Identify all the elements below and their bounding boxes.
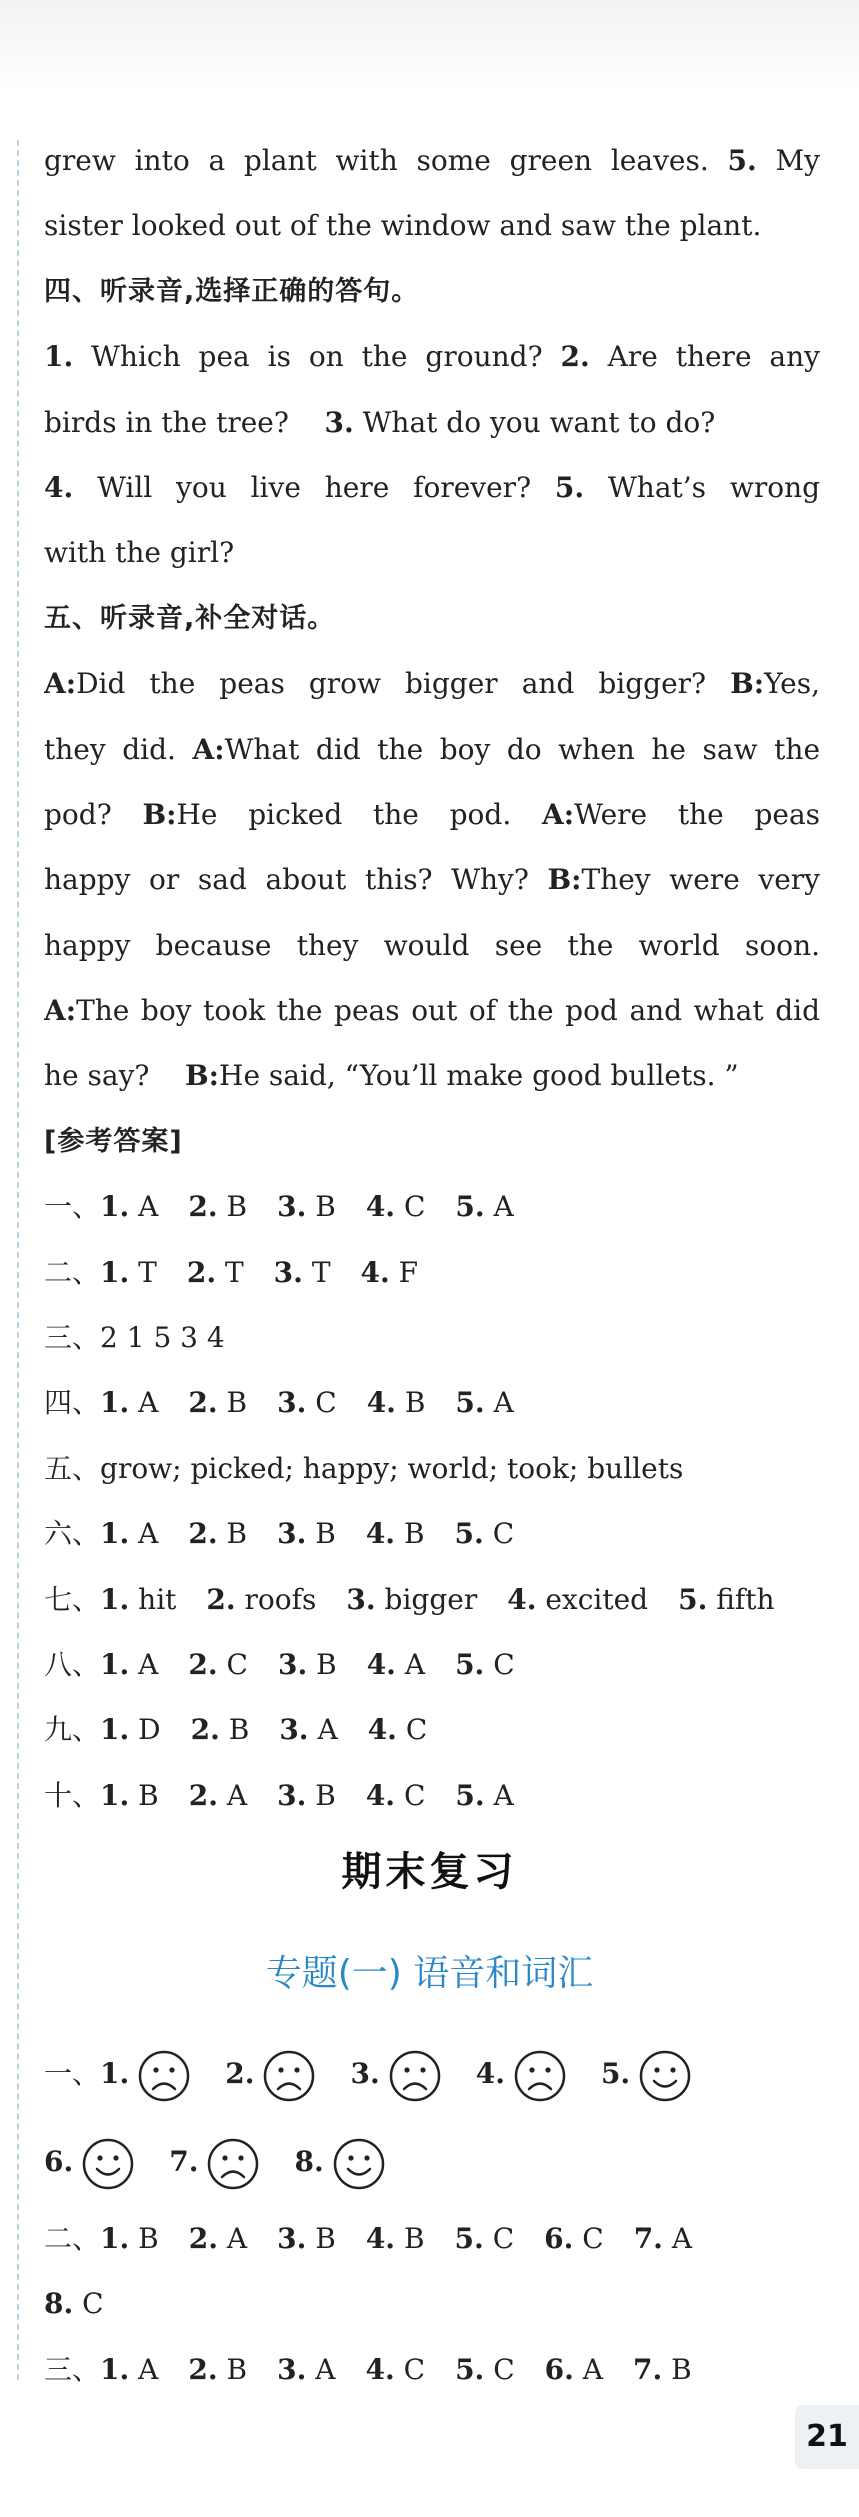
item-answer: C — [405, 1713, 428, 1747]
item-number: 2. — [188, 1778, 218, 1812]
smiley-face-icon — [81, 2137, 135, 2191]
answer-item — [455, 1517, 515, 1550]
answer-item — [277, 1779, 336, 1812]
item-number: 6. — [44, 2145, 74, 2178]
answer-item — [191, 1713, 250, 1746]
answer-item — [100, 2222, 159, 2255]
answer-item — [346, 1583, 477, 1616]
answer-item — [100, 1517, 158, 1550]
text-line: happy or sad about this? Why? B:They were very — [44, 863, 820, 897]
item-number: 4. — [365, 1778, 396, 1812]
item-number: 3. — [277, 1647, 308, 1681]
answer-item — [455, 1386, 513, 1419]
item-answer: A — [226, 2222, 248, 2255]
final-review-answers — [44, 2030, 820, 2402]
answer-item — [277, 2353, 335, 2386]
item-answer: B — [228, 1713, 250, 1747]
item-answer: C — [493, 2352, 515, 2386]
item-number: 5. — [454, 2222, 484, 2255]
smiley-face-icon — [638, 2049, 692, 2103]
item-answer: C — [226, 1647, 248, 1681]
answer-item — [44, 2287, 104, 2320]
item-number: 2. — [188, 2352, 218, 2386]
answer-row — [44, 1370, 820, 1435]
item-number: 3. — [277, 1778, 307, 1812]
answer-item — [277, 1517, 336, 1550]
item-answer: A — [671, 2222, 693, 2255]
answer-item — [367, 1386, 426, 1419]
item-answer: B — [404, 1386, 426, 1420]
answer-item — [367, 1648, 425, 1681]
item-number: 1. — [100, 1517, 130, 1551]
final-review-title: 期末复习 — [341, 1849, 518, 1895]
item-answer: F — [398, 1255, 419, 1289]
item-number: 3. — [277, 2352, 307, 2386]
answer-section-number: 三、 — [44, 1321, 101, 1355]
item-answer: B — [226, 1386, 248, 1420]
item-number: 3. — [350, 2057, 380, 2090]
item-answer: B — [138, 1778, 159, 1812]
lower-answer-list — [44, 2206, 820, 2402]
item-number: 5. — [455, 1778, 485, 1812]
face-row — [44, 2030, 820, 2118]
answer-item — [278, 1648, 337, 1681]
answer-section-number: 七、 — [44, 1582, 101, 1616]
answer-row — [44, 1240, 820, 1305]
item-answer: hit — [138, 1582, 177, 1616]
item-number: 4. — [360, 1255, 390, 1289]
item-number: 4. — [365, 1517, 396, 1551]
answer-item — [366, 2222, 425, 2255]
item-number: 3. — [277, 2222, 307, 2255]
answer-row — [44, 1174, 820, 1239]
section-4-title: 四、听录音,选择正确的答句。 — [44, 275, 420, 307]
item-answer: B — [315, 1517, 336, 1551]
item-answer: A — [226, 1778, 248, 1812]
answer-item — [206, 1583, 316, 1616]
answer-row — [44, 1305, 820, 1370]
item-answer: C — [82, 2287, 104, 2321]
item-answer: roofs — [244, 1582, 317, 1616]
item-answer: B — [671, 2352, 692, 2386]
item-number: 1. — [100, 1255, 130, 1289]
item-answer: B — [226, 1517, 248, 1551]
text-line: A:The boy took the peas out of the pod and what did — [44, 994, 820, 1028]
answer-row — [44, 1501, 820, 1566]
item-answer: B — [315, 2222, 336, 2255]
answer-item — [365, 2353, 425, 2386]
item-number: 4. — [366, 1386, 396, 1420]
answer-item — [189, 1779, 247, 1812]
item-number: 4. — [365, 2352, 395, 2386]
answer-item — [100, 2353, 158, 2386]
answer-section-number: 八、 — [44, 1647, 101, 1681]
answer-item — [277, 1190, 336, 1223]
item-number: 3. — [277, 1190, 307, 1224]
answer-section-number: 二、 — [44, 1255, 101, 1289]
item-answer: fifth — [716, 1582, 775, 1616]
text-line: A:Did the peas grow bigger and bigger? B:Yes, — [44, 667, 820, 701]
answer-section-number: 二、 — [44, 2222, 101, 2255]
answer-item — [188, 1386, 247, 1419]
item-answer: A — [582, 2352, 604, 2386]
answer-section-number: 六、 — [44, 1517, 101, 1551]
item-answer: D — [138, 1713, 161, 1747]
item-answer: A — [138, 1386, 159, 1420]
item-answer: C — [315, 1386, 337, 1420]
item-answer: T — [138, 1255, 157, 1289]
answer-item — [100, 1256, 157, 1289]
item-answer: C — [403, 1190, 426, 1224]
topic-title: 专题(一) 语音和词汇 — [265, 1953, 594, 1994]
item-number: 3. — [279, 1713, 309, 1747]
item-number: 3. — [273, 1255, 303, 1289]
item-answer: B — [403, 1517, 425, 1551]
item-answer: B — [226, 1190, 248, 1224]
item-answer: A — [317, 1713, 338, 1747]
item-number: 2. — [206, 1582, 236, 1616]
answer-row — [44, 1632, 820, 1697]
item-answer: T — [311, 1255, 331, 1289]
answer-section-number: 三、 — [44, 2352, 101, 2386]
answer-item — [188, 1190, 247, 1223]
answer-item — [188, 1648, 248, 1681]
item-number: 2. — [188, 2222, 218, 2255]
answer-item — [100, 1779, 159, 1812]
item-number: 2. — [188, 1517, 218, 1551]
text-line: they did. A:What did the boy do when he saw the — [44, 732, 820, 766]
text-line: pod? B:He picked the pod. A:Were the peas — [44, 797, 820, 831]
answer-item — [187, 1256, 244, 1289]
answer-row — [44, 2271, 820, 2336]
item-answer: B — [315, 1778, 336, 1812]
answer-item — [100, 1386, 158, 1419]
page-number: 21 — [795, 2405, 859, 2469]
answer-item — [455, 1779, 513, 1812]
text-line: with the girl? — [44, 536, 235, 570]
sad-face-icon — [206, 2137, 260, 2191]
text-line: happy because they would see the world soon. — [44, 928, 820, 962]
answer-item — [361, 1256, 419, 1289]
answer-item — [366, 1779, 426, 1812]
item-number: 5. — [455, 1190, 485, 1224]
answer-row — [44, 2206, 820, 2271]
sad-face-icon — [262, 2049, 316, 2103]
item-number: 2. — [225, 2057, 255, 2090]
item-answer: excited — [545, 1582, 649, 1616]
item-number: 5. — [455, 2352, 485, 2386]
answer-section-number: 九、 — [44, 1713, 101, 1747]
answer-item — [545, 2353, 603, 2386]
item-number: 6. — [544, 2352, 574, 2386]
sad-face-icon — [388, 2049, 442, 2103]
answer-item — [279, 1713, 337, 1746]
item-number: 1. — [100, 2352, 130, 2386]
item-answer: C — [403, 1778, 426, 1812]
item-answer: B — [316, 1647, 337, 1681]
item-number: 3. — [346, 1582, 376, 1616]
item-number: 1. — [100, 1386, 130, 1420]
item-answer: B — [315, 1190, 336, 1224]
item-answer: A — [404, 1647, 426, 1681]
item-answer: B — [226, 2352, 248, 2386]
answer-section-number: 四、 — [44, 1386, 101, 1420]
answer-item — [277, 1386, 337, 1419]
item-answer: A — [493, 1190, 514, 1224]
item-number: 1. — [100, 1190, 130, 1224]
answer-row — [44, 1567, 820, 1632]
text-line: he say? B:He said, “You’ll make good bullets. ” — [44, 1059, 739, 1093]
item-answer: B — [138, 2222, 159, 2255]
item-number: 4. — [475, 2057, 505, 2090]
item-number: 7. — [633, 2352, 663, 2386]
answer-section-number: 一、 — [44, 2057, 101, 2090]
item-number: 5. — [455, 1386, 485, 1420]
answer-section-number: 一、 — [44, 1190, 101, 1224]
item-number: 6. — [544, 2222, 574, 2255]
answer-text: 2 1 5 3 4 — [100, 1321, 225, 1355]
item-answer: A — [138, 1517, 159, 1551]
answer-list — [44, 1174, 820, 1828]
item-number: 2. — [188, 1647, 218, 1681]
answer-item — [366, 1190, 426, 1223]
item-number: 1. — [100, 1647, 130, 1681]
item-answer: A — [493, 1386, 514, 1420]
item-answer: C — [492, 2222, 515, 2255]
item-number: 1. — [100, 2057, 130, 2090]
item-number: 4. — [365, 2222, 396, 2255]
sad-face-icon — [513, 2049, 567, 2103]
item-number: 4. — [366, 1647, 396, 1681]
answer-item — [277, 2222, 336, 2255]
item-answer: T — [224, 1255, 244, 1289]
item-number: 2. — [190, 1713, 220, 1747]
answer-item — [544, 2222, 604, 2255]
text-line: 4. Will you live here forever? 5. What’s wrong — [44, 470, 820, 504]
item-number: 3. — [277, 1386, 307, 1420]
answer-item — [507, 1583, 648, 1616]
answer-item — [188, 1517, 247, 1550]
margin-dashed-line — [17, 140, 19, 2380]
item-answer: bigger — [384, 1582, 478, 1616]
item-number: 2. — [188, 1386, 218, 1420]
item-answer: A — [138, 1190, 159, 1224]
answer-item — [100, 1583, 176, 1616]
answer-row — [44, 2337, 820, 2402]
text-line: birds in the tree? 3. What do you want to do? — [44, 405, 716, 439]
answer-item — [678, 1583, 774, 1616]
item-number: 2. — [186, 1255, 217, 1289]
item-number: 3. — [277, 1517, 307, 1551]
answer-row — [44, 1763, 820, 1828]
item-number: 4. — [507, 1582, 537, 1616]
item-answer: C — [493, 1647, 515, 1681]
item-answer: A — [493, 1778, 514, 1812]
answer-item — [274, 1256, 331, 1289]
item-number: 2. — [188, 1190, 218, 1224]
item-number: 1. — [100, 1713, 130, 1747]
answer-section-number: 十、 — [44, 1778, 101, 1812]
item-number: 5. — [455, 1647, 485, 1681]
text-line: 1. Which pea is on the ground? 2. Are there any — [44, 340, 820, 374]
item-number: 7. — [169, 2145, 199, 2178]
answer-text: grow; picked; happy; world; took; bullets — [100, 1451, 684, 1485]
answer-item — [455, 1648, 515, 1681]
item-answer: A — [138, 1647, 159, 1681]
answer-item — [455, 2353, 515, 2386]
item-answer: A — [138, 2352, 159, 2386]
item-answer: C — [492, 1517, 515, 1551]
item-answer: A — [315, 2352, 336, 2386]
answer-row — [44, 1436, 820, 1501]
top-shadow — [0, 0, 859, 90]
item-number: 1. — [100, 2222, 130, 2255]
answer-item — [100, 1648, 158, 1681]
answer-item — [366, 1517, 425, 1550]
item-answer: B — [403, 2222, 425, 2255]
answer-item — [455, 2222, 515, 2255]
item-answer: C — [582, 2222, 604, 2255]
item-answer: C — [403, 2352, 426, 2386]
answer-item — [633, 2353, 692, 2386]
answer-item — [634, 2222, 692, 2255]
smiley-face-icon — [332, 2137, 386, 2191]
item-number: 7. — [633, 2222, 663, 2255]
text-line: grew into a plant with some green leaves. 5. My — [44, 144, 820, 177]
item-number: 5. — [454, 1517, 484, 1551]
answers-header: [参考答案] — [44, 1125, 183, 1157]
item-number: 4. — [365, 1190, 396, 1224]
text-line: sister looked out of the window and saw the plant. — [44, 209, 762, 243]
answer-item — [188, 2353, 247, 2386]
face-row — [44, 2118, 820, 2206]
item-number: 8. — [294, 2145, 324, 2178]
answer-item — [100, 1190, 158, 1223]
answer-item — [455, 1190, 513, 1223]
listening-text — [44, 128, 820, 1828]
item-number: 1. — [100, 1582, 130, 1616]
sad-face-icon — [137, 2049, 191, 2103]
answer-row — [44, 1697, 820, 1762]
item-number: 5. — [678, 1582, 708, 1616]
item-number: 1. — [100, 1778, 130, 1812]
item-number: 4. — [367, 1713, 397, 1747]
answer-item — [100, 1713, 161, 1746]
answer-item — [189, 2222, 247, 2255]
item-number: 5. — [600, 2057, 631, 2090]
answer-item — [368, 1713, 428, 1746]
section-5-title: 五、听录音,补全对话。 — [44, 602, 336, 634]
answer-section-number: 五、 — [44, 1451, 101, 1485]
item-number: 8. — [44, 2287, 74, 2321]
